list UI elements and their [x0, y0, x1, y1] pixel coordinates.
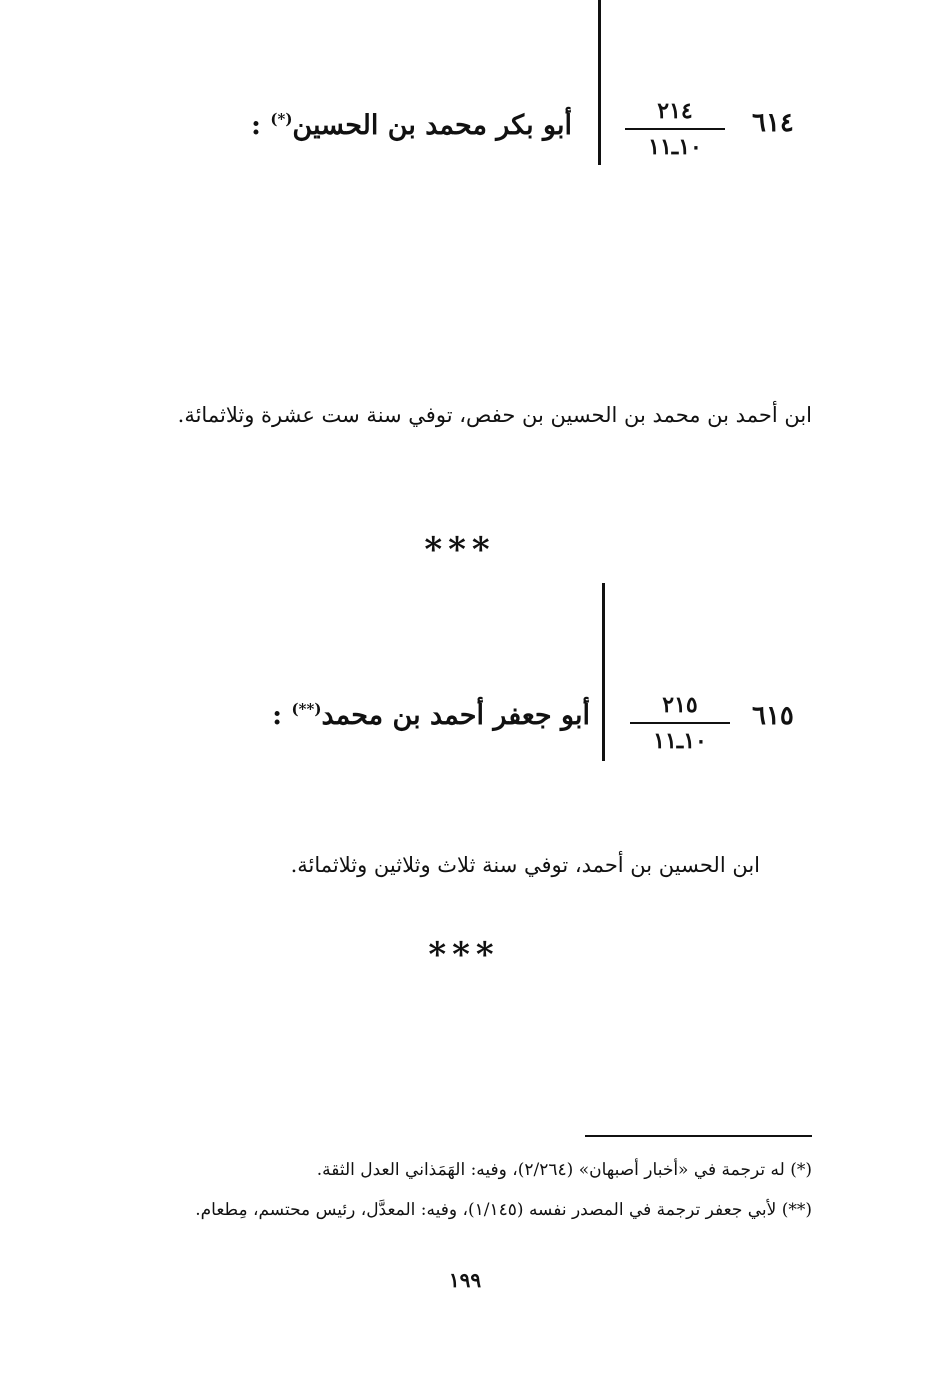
- entry-614-body: ابن أحمد بن محمد بن الحسين بن حفص، توفي سنة ست عشرة وثلاثمائة.: [177, 403, 812, 427]
- entry-614-number: ٦١٤: [752, 108, 794, 138]
- entry-614-fraction: [625, 98, 725, 160]
- footnote-rule: [585, 1135, 812, 1137]
- page-number: ١٩٩: [448, 1268, 482, 1292]
- entry-615-body: ابن الحسين بن أحمد، توفي سنة ثلاث وثلاثين وثلاثمائة.: [290, 853, 760, 877]
- entry-614-heading: [251, 110, 572, 141]
- entry-615-fraction: [630, 692, 730, 754]
- entry-615-heading-text: أبو جعفر أحمد بن محمد: [321, 700, 590, 731]
- separator-1: ***: [424, 530, 496, 570]
- entry-615-fraction-bottom: ١٠ـ١١: [653, 728, 707, 754]
- entry-614-fraction-bottom: ١٠ـ١١: [648, 134, 702, 160]
- footnote-1: (*) له ترجمة في «أخبار أصبهان» (٢/٢٦٤)، وفيه: الهَمَذاني العدل الثقة.: [316, 1160, 812, 1180]
- footnote-2: (**) لأبي جعفر ترجمة في المصدر نفسه (١/١٤٥)، وفيه: المعدَّل، رئيس محتسم، مِطعام.: [195, 1200, 812, 1220]
- entry-614-footnote-marker: (*): [270, 110, 293, 128]
- entry-614-fraction-top: ٢١٤: [625, 98, 725, 130]
- entry-615-colon: :: [272, 700, 283, 731]
- entry-615-heading: [272, 700, 590, 731]
- entry-614-colon: :: [251, 110, 261, 141]
- separator-2: ***: [428, 935, 500, 975]
- entry-615-footnote-marker: (**): [291, 700, 322, 718]
- entry-615-number: ٦١٥: [752, 701, 794, 731]
- entry-615-fraction-top: ٢١٥: [630, 692, 730, 724]
- entry-614-divider: [598, 0, 601, 165]
- entry-614-heading-text: أبو بكر محمد بن الحسين: [292, 110, 572, 141]
- entry-615-divider: [602, 583, 605, 761]
